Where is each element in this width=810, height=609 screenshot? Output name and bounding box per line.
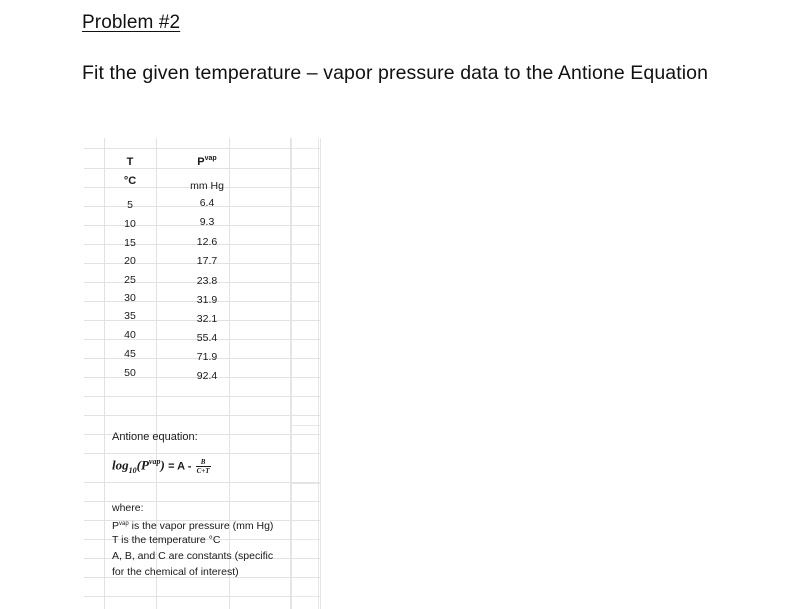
where-line-2: T is the temperature °C [112, 534, 221, 546]
spreadsheet-region [84, 138, 320, 609]
where-line-1-text: is the vapor pressure (mm Hg) [128, 520, 274, 532]
grid-line [291, 483, 320, 484]
equation-fraction-numerator: B [196, 458, 211, 467]
table-cell-p: 31.9 [196, 294, 218, 306]
table-cell-p: 92.4 [196, 370, 218, 382]
equation-paren-open: (P [136, 457, 149, 473]
antoine-equation [112, 457, 211, 475]
table-cell-t: 25 [124, 274, 136, 286]
table-cell-p: 23.8 [196, 275, 218, 287]
problem-heading: Problem #2 [82, 12, 181, 33]
grid-line [84, 415, 320, 416]
table-cell-t: 45 [124, 348, 136, 360]
grid-line [291, 539, 320, 540]
table-cell-p: 6.4 [199, 197, 215, 209]
grid-line [84, 453, 320, 454]
equation-fraction [196, 458, 211, 475]
table-cell-p: 32.1 [196, 313, 218, 325]
table-cell-t: 35 [124, 310, 136, 322]
table-cell-t: 15 [124, 237, 136, 249]
where-p-sup: vap [119, 521, 129, 527]
grid-line [84, 596, 320, 597]
equation-log-base: 10 [128, 465, 137, 475]
where-line-1 [112, 517, 273, 533]
grid-line [84, 482, 320, 483]
table-cell-t: 5 [127, 199, 133, 211]
grid-line [84, 396, 320, 397]
grid-line [291, 425, 320, 426]
grid-line [291, 596, 320, 597]
where-line-4: for the chemical of interest) [112, 566, 239, 578]
header-p-unit: mm Hg [190, 180, 224, 192]
table-cell-t: 30 [124, 292, 136, 304]
equation-paren-close: ) [160, 457, 165, 473]
table-cell-t: 20 [124, 255, 136, 267]
instruction-text: Fit the given temperature – vapor pressure data to the Antione Equation [82, 62, 709, 84]
header-p-sup: vap [204, 155, 217, 162]
header-t-symbol: T [126, 156, 134, 168]
grid-line [291, 148, 320, 149]
equation-p-sup: vap [148, 457, 161, 466]
where-line-3: A, B, and C are constants (specific [112, 550, 274, 562]
grid-line [84, 148, 320, 149]
header-t-unit: °C [123, 175, 137, 187]
header-p-vap [168, 152, 246, 166]
table-cell-t: 40 [124, 329, 136, 341]
table-cell-t: 50 [124, 367, 136, 379]
where-title: where: [112, 502, 144, 514]
equation-equals-a: = A - [168, 460, 192, 473]
table-cell-p: 55.4 [196, 332, 218, 344]
equation-log: log [112, 457, 129, 473]
table-cell-p: 9.3 [199, 216, 215, 228]
header-p-base: P [197, 156, 205, 168]
where-p-base: P [112, 520, 120, 532]
table-cell-p: 12.6 [196, 236, 218, 248]
table-cell-t: 10 [124, 218, 136, 230]
grid-line [320, 138, 321, 609]
table-cell-p: 71.9 [196, 351, 218, 363]
equation-fraction-denominator: C+T [196, 466, 210, 475]
equation-label: Antione equation: [112, 431, 198, 443]
table-cell-p: 17.7 [196, 255, 218, 267]
